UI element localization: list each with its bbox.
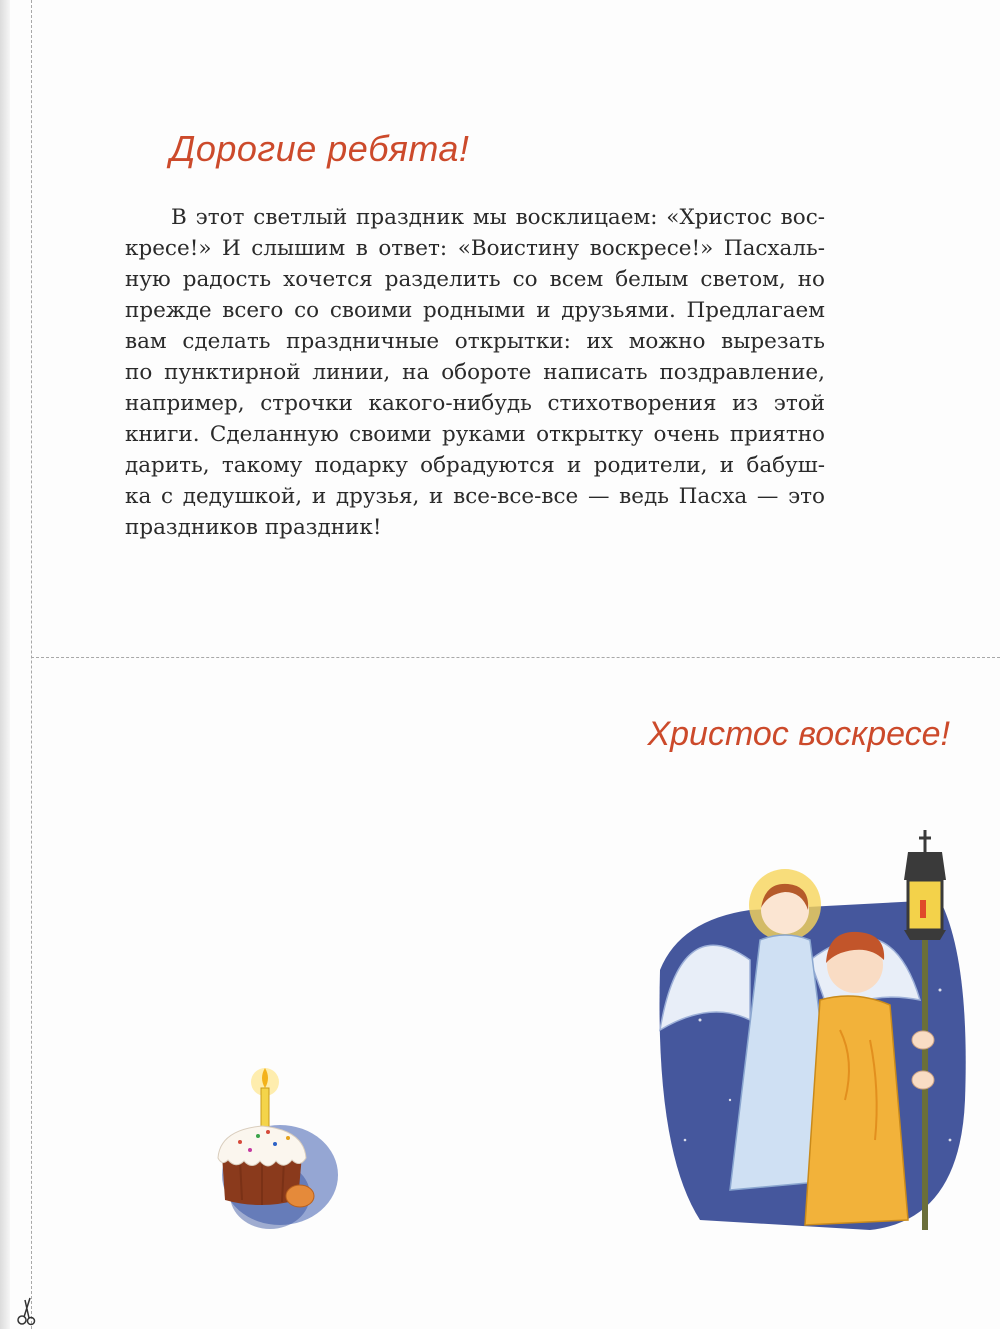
page-edge <box>0 0 10 1329</box>
horizontal-cut-line <box>31 657 1000 658</box>
paragraph-line: кресе!» И слышим в ответ: «Воистину воскресе!» Пасхаль- <box>125 236 825 261</box>
page-heading: Дорогие ребята! <box>170 128 470 169</box>
paragraph-line: дарить, такому подарку обрадуются и родители, и бабуш- <box>125 453 825 478</box>
paragraph-line: прежде всего со своими родными и друзьями. Предлагаем <box>125 298 825 323</box>
paragraph-line: вам сделать праздничные открытки: их можно вырезать <box>125 329 825 354</box>
vertical-cut-line <box>31 0 32 1329</box>
scissors-icon <box>16 1296 38 1326</box>
paragraph-line: книги. Сделанную своими руками открытку очень приятно <box>125 422 825 447</box>
paragraph-line: праздников праздник! <box>125 515 382 540</box>
intro-paragraph <box>125 202 825 543</box>
paragraph-line: ка с дедушкой, и друзья, и все-все-все — ведь Пасха — это <box>125 484 825 509</box>
paragraph-line: по пунктирной линии, на обороте написать поздравление, <box>125 360 825 385</box>
card-greeting: Христос воскресе! <box>647 715 950 753</box>
paragraph-line: ную радость хочется разделить со всем белым светом, но <box>125 267 825 292</box>
kulich-illustration <box>200 1060 350 1230</box>
paragraph-line: например, строчки какого-нибудь стихотворения из этой <box>125 391 825 416</box>
paragraph-line: В этот светлый праздник мы восклицаем: «Христос вос- <box>171 205 825 230</box>
angel-lantern-illustration <box>640 800 980 1240</box>
